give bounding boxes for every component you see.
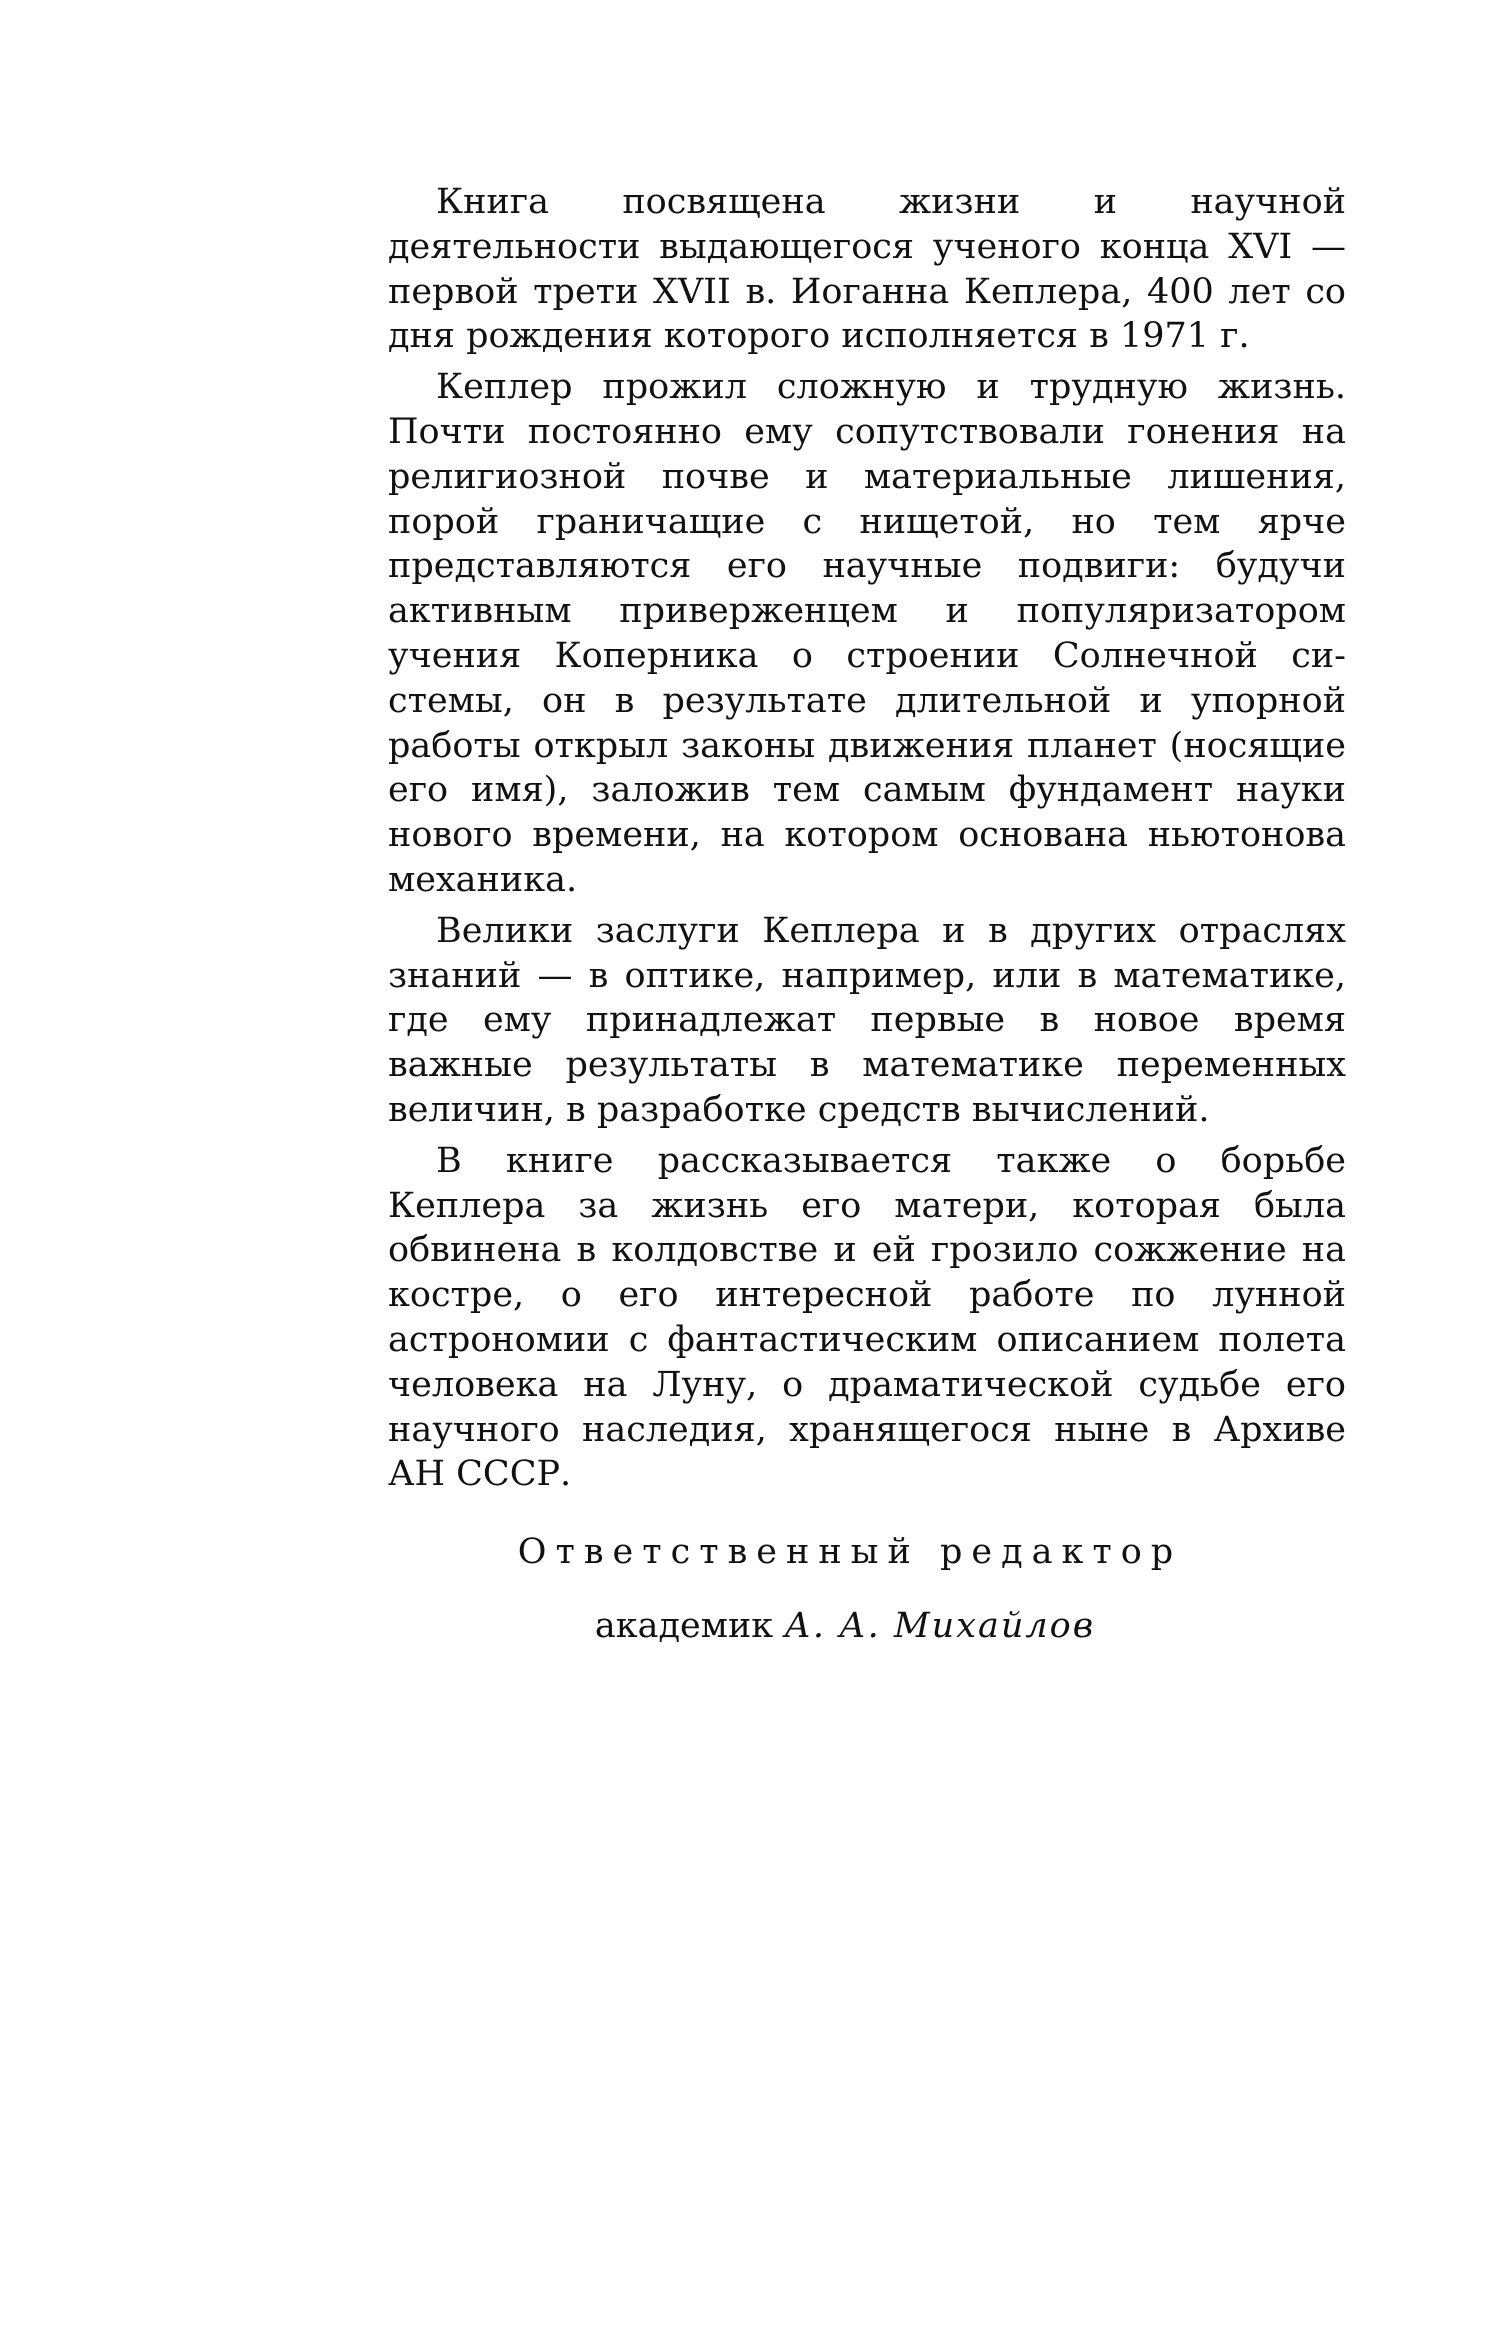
editor-name: А. А. Михайлов	[784, 1606, 1096, 1646]
annotation-paragraph-1: Книга посвящена жизни и научной деятельности выдающегося ученого конца XVI — первой трети XVII в. Иоганна Кеплера, 400 лет со дня рождения которого исполняется в 1971 г.	[388, 182, 1346, 357]
annotation-paragraph-3: Велики заслуги Кеплера и в других отраслях знаний — в оптике, например, или в математике, где ему принадлежат первые в новое время важные результаты в математике переменных величин, в разработке средств вычислений.	[388, 910, 1346, 1130]
annotation-paragraph-2: Кеплер прожил сложную и трудную жизнь. Почти постоянно ему сопутствовали гонения на религиозной почве и материальные лишения, порой граничащие с нищетой, но тем ярче представляются его научные подвиги: будучи активным приверженцем и популяризатором учения Коперника о строении Солнечной системы, он в результате длительной и упорной работы открыл законы движения планет (носящие его имя), заложив тем самым фундамент науки нового времени, на котором основана ньютонова механика.	[388, 367, 1346, 900]
annotation-text	[388, 180, 1346, 1503]
editor-title: академик	[594, 1606, 774, 1646]
editor-role: Ответственный редактор	[517, 1532, 1183, 1572]
annotation-paragraph-4: В книге рассказывается также о борьбе Кеплера за жизнь его матери, которая была обвинена в колдовстве и ей грозило сожжение на костре, о его интересной работе по лунной астрономии с фантастическим описанием полета человека на Луну, о драматической судьбе его научного наследия, хранящегося ныне в Архиве АН СССР.	[388, 1140, 1346, 1495]
editor-credit	[0, 1606, 1500, 1646]
